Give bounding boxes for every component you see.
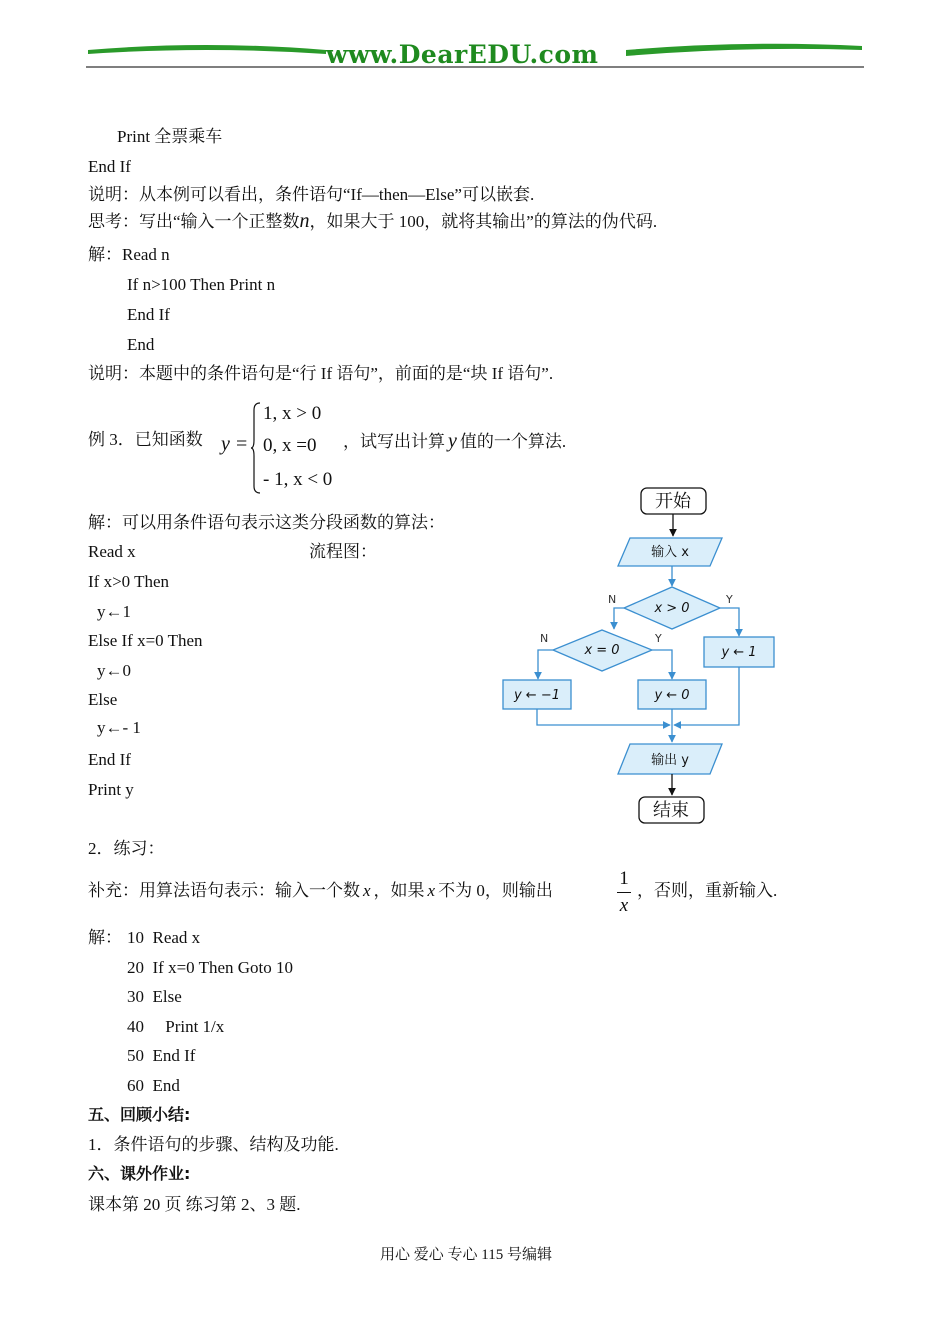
flow-output-text: 输出 y [651,753,689,768]
code-line: y←- 1 [97,718,141,737]
solution-read-n: 解：Read n [88,245,170,264]
practice-title: 2．练习： [88,839,165,858]
line-print-full-ticket: Print 全票乘车 [117,127,223,146]
example3-suffix-b: 值的一个算法. [459,432,567,451]
code-line: Else [88,690,118,709]
practice-solution-prefix: 解： [88,928,122,947]
example3-y: y [221,433,230,455]
example3-case2: 0, x =0 [263,435,317,456]
supp-c: 不为 0，则输出 [438,881,553,900]
think-question [88,211,657,231]
solution-end-if: End If [127,305,170,324]
practice-code-line: 10 Read x [127,928,201,947]
section6-title: 六、课外作业: [88,1164,191,1183]
example3-prefix: 例 3．已知函数 [88,430,203,449]
flow-assign-zero-text: y ← 0 [654,688,690,703]
site-logo-text: www.DearEDU.com [326,40,599,69]
practice-code-line: 40 Print 1/x [127,1017,225,1036]
code-line: y←0 [97,661,131,680]
flow-cond1-yes: Y [726,593,733,606]
flow-cond2-no: N [540,632,549,645]
flow-cond2-yes: Y [655,632,662,645]
flowchart-label: 流程图： [309,542,377,561]
fraction [614,868,634,920]
page-footer: 用心 爱心 专心 115 号编辑 [380,1247,552,1263]
flow-start-text: 开始 [655,491,691,512]
code-line: Print y [88,780,134,799]
flow-cond2-text: x = 0 [584,643,620,658]
solution-if-n: If n>100 Then Print n [127,275,276,294]
think-var-n: n [299,210,310,232]
flow-cond1-text: x > 0 [654,601,690,616]
note-nesting: 说明：从本例可以看出，条件语句“If—then—Else”可以嵌套. [88,185,535,204]
think-question-a: 思考：写出“输入一个正整数 [88,212,300,231]
flow-end-text: 结束 [653,800,689,821]
code-line: Else If x=0 Then [88,631,203,650]
supp-d: ，否则，重新输入. [637,881,778,900]
code-line: y←1 [97,602,131,621]
example3-suffix [343,431,566,451]
fraction-bar [617,892,631,893]
practice-code-line: 60 End [127,1076,180,1095]
supp-b: ，如果 [373,881,425,900]
line-end-if-1: End If [88,157,131,176]
example3-case3: - 1, x < 0 [263,469,333,490]
note-if-types: 说明：本题中的条件语句是“行 If 语句”，前面的是“块 If 语句”. [88,364,554,383]
flow-input-text: 输入 x [651,545,689,560]
code-line: Read x [88,542,136,561]
flow-cond1-no: N [608,593,617,606]
practice-code-line: 20 If x=0 Then Goto 10 [127,958,294,977]
practice-supplement [88,882,553,899]
practice-code-line: 30 Else [127,987,182,1006]
section6-homework: 课本第 20 页 练习第 2、3 题. [88,1195,301,1214]
fraction-numerator: 1 [619,868,629,889]
practice-code-line: 50 End If [127,1046,196,1065]
supp-x2: x [427,881,436,900]
example3-suffix-var: y [448,430,457,452]
flow-assign-pos-text: y ← 1 [721,645,757,660]
section5-title: 五、回顾小结: [88,1105,191,1124]
supp-a: 补充：用算法语句表示：输入一个数 [88,881,360,900]
fraction-denominator: x [619,895,629,916]
header-banner [86,38,864,70]
code-line: End If [88,750,131,769]
flow-assign-neg-text: y ← −1 [513,688,561,703]
example3-equals: = [236,433,248,455]
example3-suffix-a: ，试写出计算 [343,432,445,451]
solution3-intro: 解：可以用条件语句表示这类分段函数的算法： [88,513,445,532]
code-line: If x>0 Then [88,572,170,591]
solution-end: End [127,335,155,354]
example3-case1: 1, x > 0 [263,403,322,424]
supp-x1: x [363,881,371,900]
flowchart [498,484,783,829]
example3-brace [251,402,261,494]
think-question-b: ，如果大于 100，就将其输出”的算法的伪代码. [309,212,658,231]
section5-item1: 1．条件语句的步骤、结构及功能. [88,1135,339,1154]
